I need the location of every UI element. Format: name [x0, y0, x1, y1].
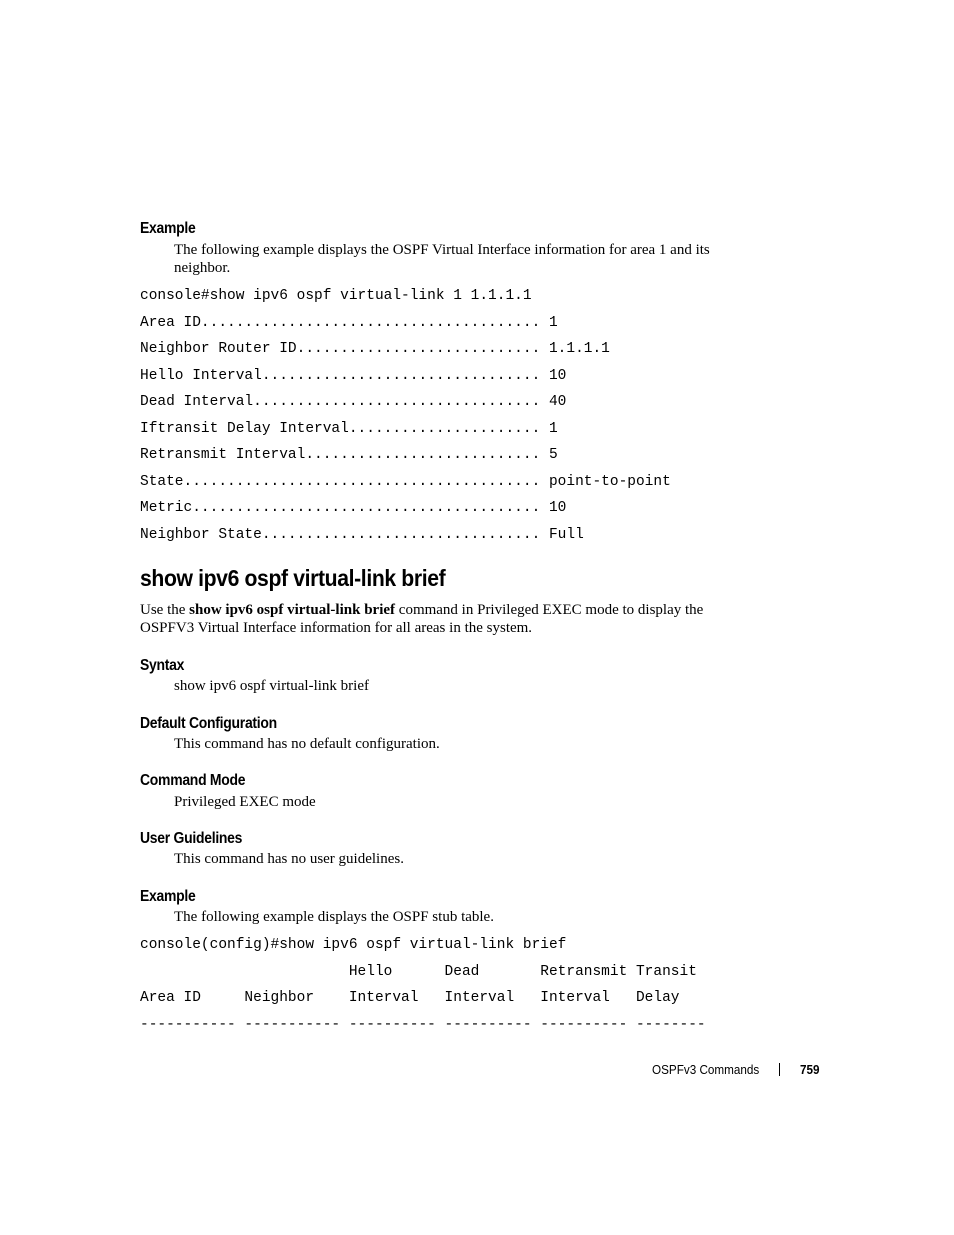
syntax-heading: Syntax	[140, 657, 185, 674]
footer-page-number: 759	[800, 1062, 820, 1077]
example-description: The following example displays the OSPF Virtual Interface information for area 1 and its neighbor.	[174, 242, 710, 276]
table-header-row1: Hello Dead Retransmit Transit	[140, 964, 697, 980]
output-line-state: State......................................... point-to-point	[140, 474, 671, 490]
footer-chapter: OSPFv3 Commands	[652, 1062, 760, 1077]
user-guidelines-heading: User Guidelines	[140, 830, 243, 847]
default-config-text: This command has no default configuration.	[174, 736, 440, 752]
footer-separator	[779, 1063, 780, 1076]
example-command: console#show ipv6 ospf virtual-link 1 1.1.1.1	[140, 288, 532, 304]
section-title: show ipv6 ospf virtual-link brief	[140, 565, 446, 591]
output-line-iftransit-delay: Iftransit Delay Interval...................... 1	[140, 421, 558, 437]
output-line-retransmit-interval: Retransmit Interval........................... 5	[140, 447, 558, 463]
example2-description: The following example displays the OSPF stub table.	[174, 909, 494, 925]
user-guidelines-text: This command has no user guidelines.	[174, 851, 404, 867]
output-line-metric: Metric........................................ 10	[140, 500, 567, 516]
example-heading: Example	[140, 220, 196, 237]
syntax-text: show ipv6 ospf virtual-link brief	[174, 678, 369, 694]
table-rule: ----------- ----------- ---------- ---------- ---------- --------	[140, 1017, 706, 1033]
example2-heading: Example	[140, 888, 196, 905]
command-mode-heading: Command Mode	[140, 772, 246, 789]
table-header-row2: Area ID Neighbor Interval Interval Interval Delay	[140, 990, 680, 1006]
example2-command: console(config)#show ipv6 ospf virtual-link brief	[140, 937, 567, 953]
intro-command: show ipv6 ospf virtual-link brief	[189, 602, 396, 618]
output-line-neighbor-state: Neighbor State................................ Full	[140, 527, 584, 543]
output-line-area-id: Area ID....................................... 1	[140, 315, 558, 331]
output-line-dead-interval: Dead Interval................................. 40	[140, 394, 567, 410]
command-mode-text: Privileged EXEC mode	[174, 794, 316, 810]
output-line-hello-interval: Hello Interval................................ 10	[140, 368, 567, 384]
default-config-heading: Default Configuration	[140, 715, 277, 732]
output-line-neighbor-router-id: Neighbor Router ID............................ 1.1.1.1	[140, 341, 610, 357]
section-intro: Use the show ipv6 ospf virtual-link brief command in Privileged EXEC mode to display the OSPFV3 Virtual Interface information for all areas in the system.	[140, 602, 704, 636]
